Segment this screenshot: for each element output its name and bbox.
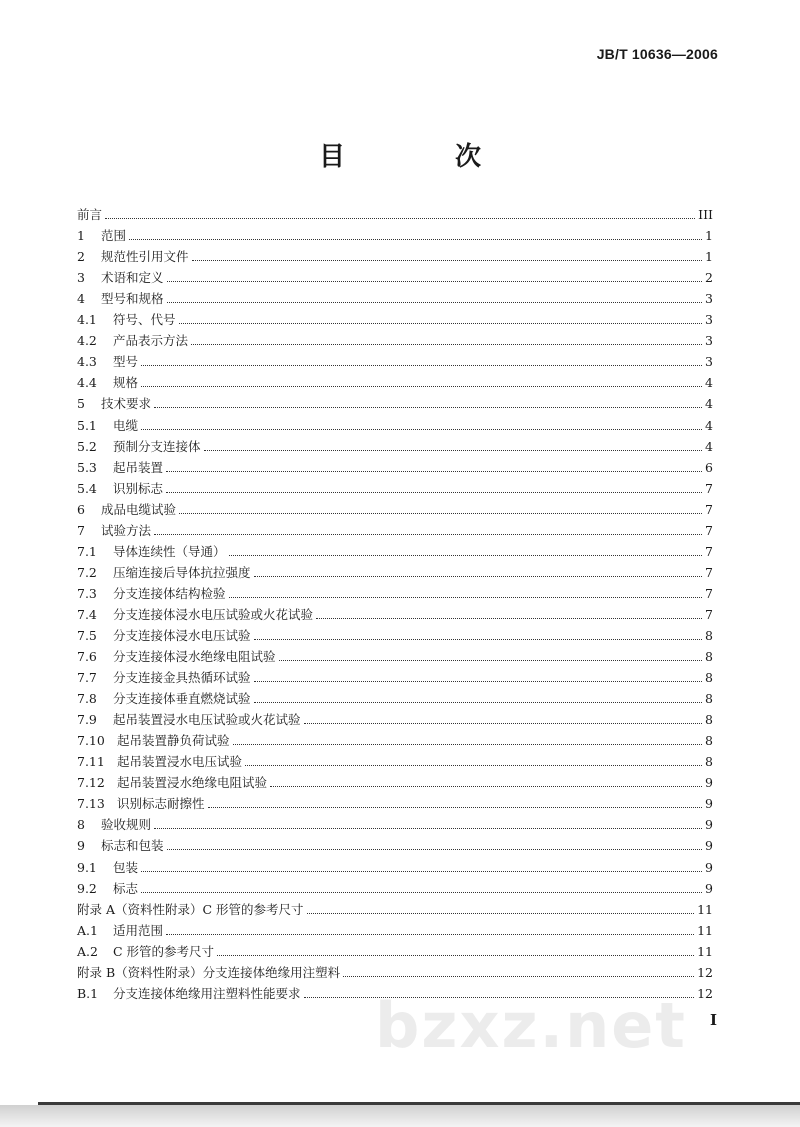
toc-leader-dots [105,218,695,219]
toc-leader-dots [154,407,702,408]
toc-entry-title [77,354,138,370]
scan-edge-shadow [0,1105,800,1127]
toc-entry-page: 12 [697,964,713,980]
toc-entry-label: 分支连接体结构检验 [113,585,226,601]
toc-entry-number: 5.1 [77,417,97,433]
toc-entry-title [77,754,242,770]
toc-leader-dots [304,723,702,724]
toc-entry-number: 7.9 [77,712,97,728]
toc-entry-title [77,544,226,560]
toc-entry-number: 7.1 [77,543,97,559]
toc-leader-dots [166,471,702,472]
toc-entry-page: 1 [705,228,713,244]
toc-entry-label: 起吊装置浸水绝缘电阻试验 [117,775,268,791]
toc-entry-page: 8 [705,649,713,665]
toc-entry-label: 附录 B（资料性附录）分支连接体绝缘用注塑料 [77,964,341,980]
toc-entry-page: 9 [705,859,713,875]
toc-entry-title [77,439,201,455]
toc-entry-label: 型号 [113,354,139,370]
toc-entry-title [77,333,188,349]
toc-entry[interactable] [77,581,713,602]
toc-entry-page: III [698,207,713,223]
toc-entry-number: 5.2 [77,438,97,454]
toc-entry-number: 7.13 [77,796,105,812]
toc-entry-title [77,838,164,854]
toc-entry-title [77,860,138,876]
toc-entry-label: 型号和规格 [101,291,164,307]
toc-entry-label: 分支连接体浸水电压试验或火花试验 [113,606,314,622]
watermark: bzxz.net [375,989,687,1062]
toc-entry-number: 7.12 [77,775,105,791]
toc-entry[interactable] [77,412,713,433]
toc-entry-title [77,312,176,328]
toc-entry-page: 3 [705,333,713,349]
toc-entry-label: 规格 [113,375,139,391]
toc-entry-title [77,923,163,939]
toc-leader-dots [141,386,702,387]
toc-entry-page: 8 [705,670,713,686]
toc-entry-page: 8 [705,754,713,770]
toc-entry-page: 4 [705,438,713,454]
toc-entry-number: 7.11 [77,754,105,770]
toc-entry-number: 3 [77,270,85,286]
page-title: 目 次 [318,142,523,172]
toc-entry-page: 7 [705,564,713,580]
toc-leader-dots [343,976,694,977]
toc-entry[interactable] [77,623,713,644]
toc-entry-label: 导体连续性（导通） [113,543,226,559]
toc-entry-title [77,712,301,728]
toc-entry-number: 2 [77,249,85,265]
toc-entry-number: 7.10 [77,733,105,749]
toc-entry-page: 7 [705,522,713,538]
toc-entry[interactable] [77,854,713,875]
toc-leader-dots [141,892,702,893]
toc-entry-title [77,733,230,749]
toc-entry-label: 适用范围 [113,922,164,938]
toc-entry-page: 4 [705,375,713,391]
toc-entry-page: 9 [705,817,713,833]
toc-entry-title [77,691,251,707]
toc-entry-title [77,775,267,791]
toc-entry-number: 7.8 [77,691,97,707]
toc-entry-label: 范围 [101,228,127,244]
toc-entry[interactable] [77,370,713,391]
toc-entry-title [77,291,164,307]
toc-entry-page: 7 [705,543,713,559]
toc-leader-dots [279,660,702,661]
toc-leader-dots [254,576,702,577]
toc-entry-title [77,249,189,265]
toc-entry-label: 标志和包装 [101,838,164,854]
toc-entry[interactable] [77,476,713,497]
toc-entry-number: 1 [77,228,85,244]
toc-entry[interactable] [77,960,713,981]
toc-entry-title [77,523,151,539]
toc-entry-label: 起吊装置 [113,459,164,475]
toc-entry[interactable] [77,728,713,749]
toc-entry-number: 7.6 [77,649,97,665]
toc-entry-title [77,986,301,1002]
toc-entry-number: 4.3 [77,354,97,370]
table-of-contents [77,202,713,1002]
toc-leader-dots [229,555,702,556]
toc-entry[interactable] [77,560,713,581]
toc-leader-dots [154,534,702,535]
toc-entry-page: 11 [697,901,713,917]
toc-leader-dots [191,344,702,345]
toc-entry-title [77,881,138,897]
toc-entry[interactable] [77,876,713,897]
toc-entry-page: 3 [705,354,713,370]
toc-leader-dots [179,513,702,514]
toc-entry-page: 9 [705,838,713,854]
toc-entry-title [77,565,251,581]
toc-entry-number: 4 [77,291,85,307]
toc-entry-label: 起吊装置浸水电压试验或火花试验 [113,712,301,728]
toc-entry-number: 4.1 [77,312,97,328]
toc-entry[interactable] [77,391,713,412]
toc-entry-title [77,586,226,602]
toc-entry-title [77,607,313,623]
toc-entry-label: 包装 [113,859,139,875]
toc-entry-page: 4 [705,396,713,412]
toc-entry-page: 3 [705,312,713,328]
toc-entry[interactable] [77,833,713,854]
toc-entry-label: 术语和定义 [101,270,164,286]
toc-entry-page: 6 [705,459,713,475]
toc-entry-number: A.1 [77,922,98,938]
toc-leader-dots [192,260,702,261]
toc-entry[interactable] [77,307,713,328]
toc-entry-label: 预制分支连接体 [113,438,201,454]
toc-entry-number: 6 [77,501,85,517]
toc-entry[interactable] [77,707,713,728]
toc-entry[interactable] [77,455,713,476]
toc-leader-dots [167,281,702,282]
toc-leader-dots [233,744,702,745]
toc-leader-dots [316,618,702,619]
toc-entry-page: 2 [705,270,713,286]
toc-entry-page: 7 [705,501,713,517]
toc-entry-number: 9.2 [77,880,97,896]
toc-entry-title [77,481,163,497]
page-number: I [709,1011,717,1029]
toc-leader-dots [167,849,702,850]
toc-entry-label: 附录 A（资料性附录）C 形管的参考尺寸 [77,901,304,917]
toc-entry-number: 7.7 [77,670,97,686]
toc-entry-page: 7 [705,606,713,622]
toc-entry-label: 成品电缆试验 [101,501,177,517]
toc-entry-title [77,396,151,412]
toc-entry-label: 分支连接体浸水电压试验 [113,627,251,643]
toc-leader-dots [217,955,694,956]
toc-leader-dots [254,681,702,682]
toc-leader-dots [254,702,702,703]
toc-entry-label: 电缆 [113,417,139,433]
toc-entry-title [77,418,138,434]
toc-entry[interactable] [77,602,713,623]
toc-entry-label: 技术要求 [101,396,152,412]
toc-entry-title [77,460,163,476]
toc-entry-number: 4.4 [77,375,97,391]
toc-entry-page: 8 [705,691,713,707]
toc-leader-dots [179,323,702,324]
toc-entry-title [77,207,102,223]
toc-entry-title [77,965,340,981]
toc-leader-dots [167,302,702,303]
toc-leader-dots [154,828,702,829]
toc-entry-title [77,817,151,833]
toc-leader-dots [229,597,702,598]
toc-entry-label: 起吊装置静负荷试验 [117,733,230,749]
toc-entry[interactable] [77,686,713,707]
toc-entry-number: 5 [77,396,85,412]
toc-entry-page: 7 [705,585,713,601]
toc-entry[interactable] [77,939,713,960]
toc-entry-page: 12 [697,985,713,1001]
toc-entry-title [77,902,304,918]
toc-leader-dots [166,934,694,935]
toc-entry-page: 3 [705,291,713,307]
toc-entry-label: 识别标志 [113,480,164,496]
toc-entry-number: 7.3 [77,585,97,601]
toc-entry[interactable] [77,202,713,223]
toc-entry-label: 规范性引用文件 [101,249,189,265]
toc-entry-label: 识别标志耐擦性 [117,796,205,812]
toc-entry-page: 9 [705,775,713,791]
toc-entry[interactable] [77,349,713,370]
toc-entry-label: 符号、代号 [113,312,176,328]
toc-entry[interactable] [77,770,713,791]
toc-entry[interactable] [77,665,713,686]
toc-entry-title [77,649,276,665]
toc-leader-dots [141,429,702,430]
toc-entry[interactable] [77,644,713,665]
toc-entry-label: 分支连接金具热循环试验 [113,670,251,686]
toc-leader-dots [208,807,702,808]
toc-entry-label: 产品表示方法 [113,333,189,349]
toc-entry[interactable] [77,918,713,939]
toc-entry-number: 9 [77,838,85,854]
toc-entry-title [77,670,251,686]
toc-entry-number: 5.4 [77,480,97,496]
toc-entry-label: 标志 [113,880,139,896]
toc-entry[interactable] [77,812,713,833]
toc-leader-dots [307,913,695,914]
toc-entry-label: 压缩连接后导体抗拉强度 [113,564,251,580]
toc-entry[interactable] [77,434,713,455]
toc-entry-number: 5.3 [77,459,97,475]
toc-entry-page: 1 [705,249,713,265]
toc-entry-title [77,270,164,286]
toc-entry-label: 分支连接体浸水绝缘电阻试验 [113,649,276,665]
toc-entry-label: C 形管的参考尺寸 [113,943,215,959]
toc-entry-page: 11 [697,922,713,938]
toc-entry-label: 验收规则 [101,817,152,833]
toc-leader-dots [129,239,702,240]
toc-leader-dots [270,786,702,787]
toc-entry[interactable] [77,244,713,265]
toc-leader-dots [204,450,702,451]
toc-entry[interactable] [77,286,713,307]
standard-number: JB/T 10636—2006 [596,46,718,62]
toc-leader-dots [141,365,702,366]
toc-entry-label: 前言 [77,207,103,223]
toc-entry[interactable] [77,791,713,812]
toc-entry-page: 7 [705,480,713,496]
toc-leader-dots [166,492,702,493]
toc-entry-title [77,628,251,644]
toc-entry[interactable] [77,328,713,349]
toc-entry[interactable] [77,749,713,770]
toc-entry-number: B.1 [77,985,99,1001]
toc-entry-title [77,502,176,518]
toc-leader-dots [254,639,702,640]
toc-entry-number: 9.1 [77,859,97,875]
toc-entry-page: 8 [705,733,713,749]
toc-entry[interactable] [77,897,713,918]
toc-entry-number: 7 [77,522,85,538]
toc-entry-number: 7.5 [77,627,97,643]
toc-leader-dots [141,871,702,872]
toc-entry-number: 4.2 [77,333,97,349]
toc-entry[interactable] [77,518,713,539]
toc-entry-label: 分支连接体垂直燃烧试验 [113,691,251,707]
toc-entry-number: 7.2 [77,564,97,580]
toc-entry-page: 4 [705,417,713,433]
toc-entry-title [77,375,138,391]
toc-entry-label: 分支连接体绝缘用注塑料性能要求 [113,985,301,1001]
toc-entry-number: 7.4 [77,606,97,622]
toc-entry-page: 9 [705,796,713,812]
toc-entry-label: 试验方法 [101,522,152,538]
toc-entry-title [77,796,205,812]
toc-entry-page: 9 [705,880,713,896]
toc-entry-title [77,944,214,960]
toc-entry[interactable] [77,539,713,560]
toc-entry-number: 8 [77,817,85,833]
toc-entry[interactable] [77,497,713,518]
toc-entry-page: 11 [697,943,713,959]
toc-entry-title [77,228,126,244]
toc-entry[interactable] [77,223,713,244]
toc-leader-dots [245,765,702,766]
toc-entry[interactable] [77,265,713,286]
toc-entry-page: 8 [705,712,713,728]
toc-entry-page: 8 [705,627,713,643]
toc-entry-number: A.2 [77,943,98,959]
toc-entry-label: 起吊装置浸水电压试验 [117,754,243,770]
